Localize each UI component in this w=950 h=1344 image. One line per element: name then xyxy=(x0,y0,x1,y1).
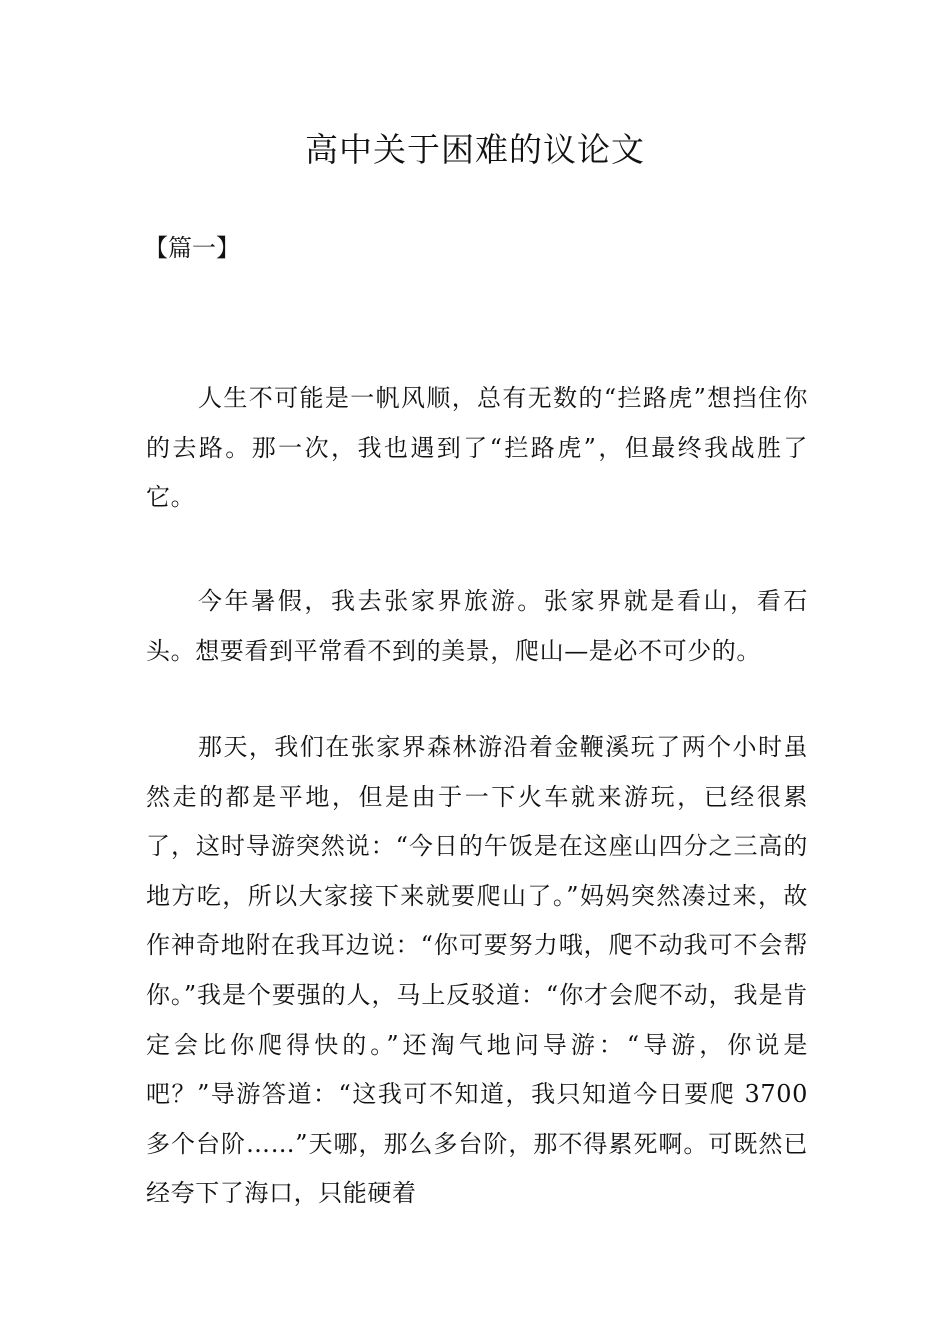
paragraph-2: 今年暑假，我去张家界旅游。张家界就是看山，看石头。想要看到平常看不到的美景，爬山—是必不可少的。 xyxy=(146,587,808,665)
section-label: 【篇一】 xyxy=(144,234,240,262)
document-title: 高中关于困难的议论文 xyxy=(305,130,645,169)
paragraph-1: 人生不可能是一帆风顺，总有无数的“拦路虎”想挡住你的去路。那一次，我也遇到了“拦路虎”，但最终我战胜了它。 xyxy=(146,384,808,512)
paragraph-3: 那天，我们在张家界森林游沿着金鞭溪玩了两个小时虽然走的都是平地，但是由于一下火车就来游玩，已经很累了，这时导游突然说：“今日的午饭是在这座山四分之三高的地方吃，所以大家接下来就要爬山了。”妈妈突然凑过来，故作神奇地附在我耳边说：“你可要努力哦，爬不动我可不会帮你。”我是个要强的人，马上反驳道：“你才会爬不动，我是肯定会比你爬得快的。”还淘气地问导游：“导游，你说是吧？”导游答道：“这我可不知道，我只知道今日要爬 3700 多个台阶……”天哪，那么多台阶，那不得累死啊。可既然已经夸下了海口，只能硬着 xyxy=(146,733,808,1208)
